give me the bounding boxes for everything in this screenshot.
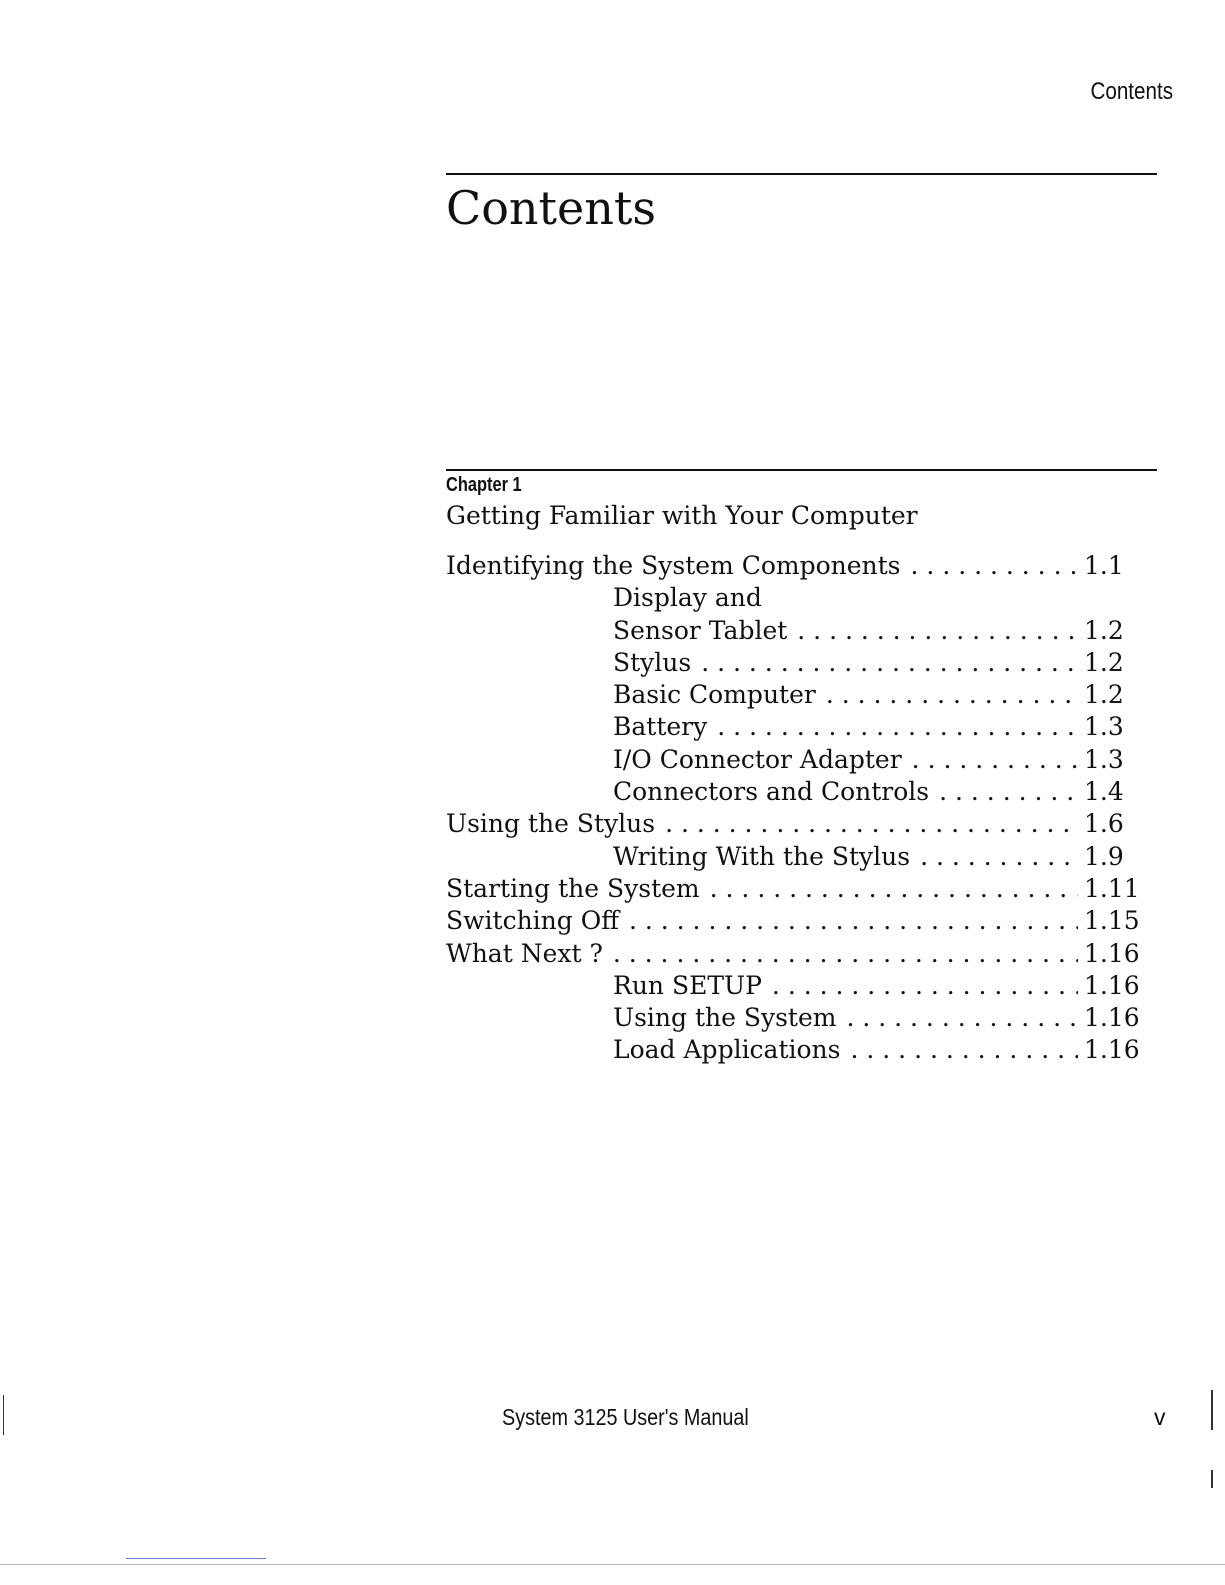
toc-dot-leader	[797, 615, 1078, 647]
chapter-rule	[446, 469, 1157, 471]
toc-entry-page: 1.9	[1084, 841, 1124, 871]
toc-entry-label: Sensor Tablet	[613, 615, 788, 645]
toc-entry-page: 1.4	[1084, 777, 1124, 807]
toc-dot-leader	[911, 550, 1078, 582]
toc-dot-leader	[701, 647, 1078, 679]
title-rule	[446, 173, 1157, 175]
table-of-contents	[446, 550, 1144, 1067]
scan-edge-mark	[3, 1395, 4, 1435]
toc-entry-page: 1.2	[1084, 680, 1124, 710]
toc-dot-leader	[665, 808, 1078, 840]
toc-dot-leader	[613, 938, 1078, 970]
toc-entry-label: Display and	[613, 583, 762, 613]
toc-entry	[446, 679, 1144, 711]
toc-entry-label: Connectors and Controls	[613, 777, 930, 807]
toc-entry-page: 1.15	[1084, 906, 1140, 936]
toc-dot-leader	[772, 970, 1078, 1002]
toc-entry	[446, 1002, 1144, 1034]
toc-entry-label: Run SETUP	[613, 970, 762, 1000]
toc-entry-label: Identifying the System Components	[446, 551, 901, 580]
toc-dot-leader	[939, 776, 1078, 808]
toc-dot-leader	[912, 744, 1078, 776]
toc-entry	[446, 744, 1144, 776]
toc-dot-leader	[920, 841, 1078, 873]
toc-entry-page: 1.16	[1084, 1003, 1140, 1033]
scan-edge-mark	[1211, 1470, 1213, 1488]
toc-entry-label: Writing With the Stylus	[613, 841, 911, 871]
toc-entry	[446, 938, 1144, 970]
toc-entry	[446, 711, 1144, 743]
toc-dot-leader	[717, 711, 1078, 743]
toc-entry-page: 1.2	[1084, 647, 1124, 677]
page-title: Contents	[446, 181, 656, 235]
toc-entry	[446, 841, 1144, 873]
chapter-title: Getting Familiar with Your Computer	[446, 501, 918, 530]
chapter-label: Chapter 1	[446, 474, 522, 496]
toc-entry-label: Load Applications	[613, 1035, 841, 1065]
toc-entry	[446, 873, 1144, 905]
toc-entry	[446, 615, 1144, 647]
toc-entry-label: Starting the System	[446, 873, 700, 903]
footer-manual-title: System 3125 User's Manual	[502, 1404, 749, 1430]
toc-entry	[446, 582, 1144, 614]
toc-entry-page: 1.3	[1084, 744, 1124, 774]
toc-entry-page: 1.16	[1084, 970, 1140, 1000]
toc-entry-label: Stylus	[613, 647, 692, 677]
toc-entry-page: 1.6	[1084, 809, 1124, 839]
toc-entry-label: Using the System	[613, 1003, 837, 1033]
toc-entry-label: I/O Connector Adapter	[613, 744, 902, 774]
toc-entry-page: 1.1	[1084, 551, 1124, 580]
toc-entry-label: Switching Off	[446, 906, 619, 936]
scan-edge-mark	[0, 1564, 1225, 1565]
toc-entry-page: 1.16	[1084, 938, 1140, 968]
toc-entry	[446, 550, 1144, 582]
toc-entry-label: Basic Computer	[613, 680, 816, 710]
toc-entry	[446, 970, 1144, 1002]
toc-dot-leader	[846, 1002, 1078, 1034]
toc-entry-label: What Next ?	[446, 938, 603, 968]
toc-entry-page: 1.3	[1084, 712, 1124, 742]
toc-entry-page: 1.2	[1084, 615, 1124, 645]
toc-entry	[446, 1034, 1144, 1066]
toc-entry	[446, 647, 1144, 679]
scan-edge-mark	[1211, 1390, 1213, 1430]
toc-entry-label: Using the Stylus	[446, 809, 656, 839]
toc-entry	[446, 808, 1144, 840]
scan-edge-mark	[126, 1558, 266, 1559]
toc-entry-page: 1.11	[1084, 873, 1140, 903]
toc-entry-label: Battery	[613, 712, 708, 742]
toc-dot-leader	[710, 873, 1078, 905]
footer-page-number: v	[1154, 1404, 1166, 1430]
toc-entry	[446, 776, 1144, 808]
toc-entry-page: 1.16	[1084, 1035, 1140, 1065]
running-header: Contents	[1090, 78, 1173, 105]
toc-dot-leader	[851, 1034, 1079, 1066]
toc-dot-leader	[826, 679, 1078, 711]
toc-dot-leader	[629, 905, 1078, 937]
toc-entry	[446, 905, 1144, 937]
